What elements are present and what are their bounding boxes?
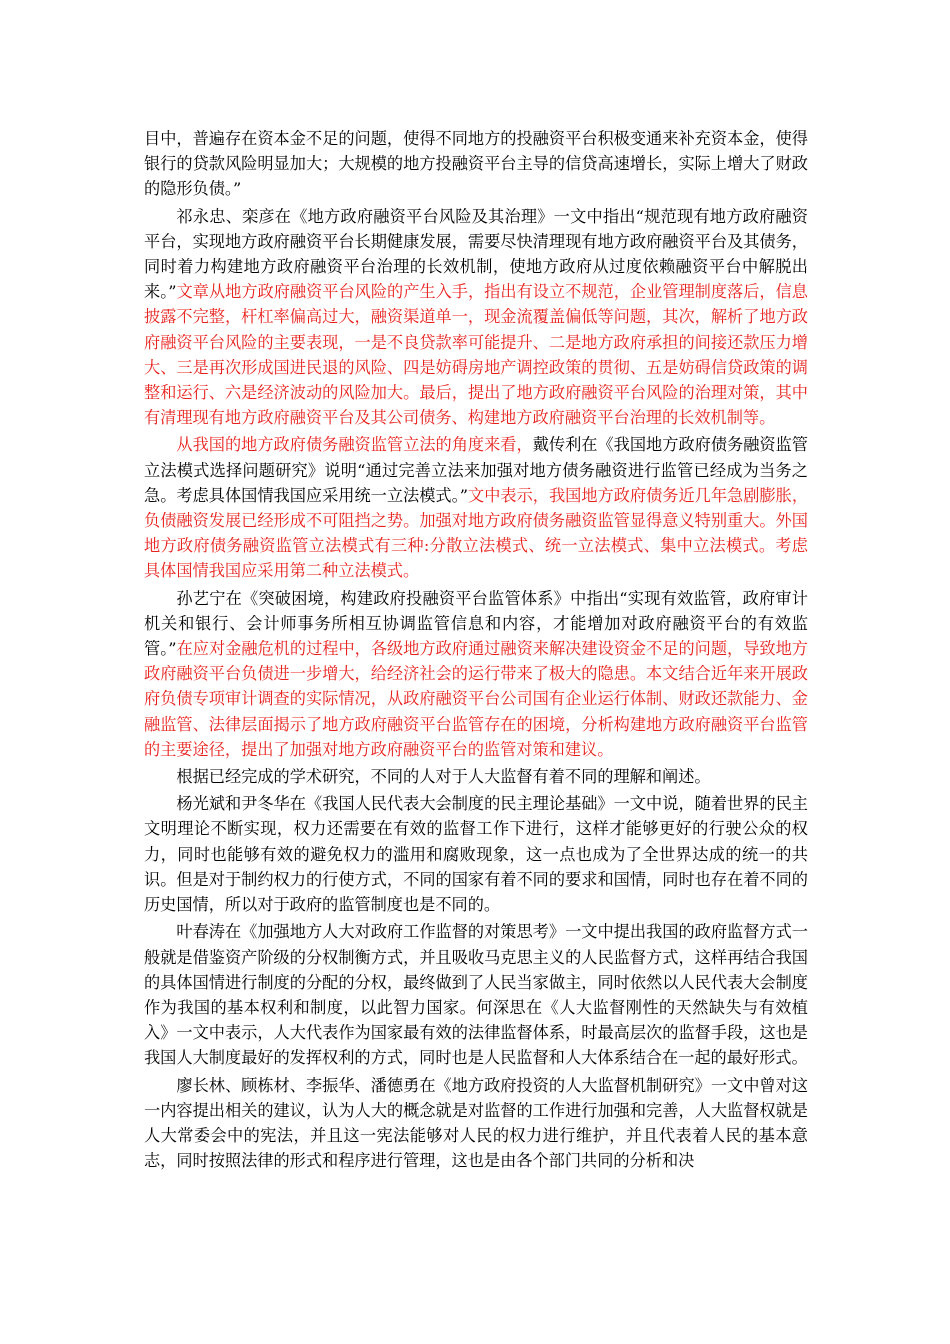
paragraph-6 <box>144 791 808 917</box>
highlighted-text: 从我国的地方政府债务融资监管立法的角度来看， <box>176 435 533 455</box>
paragraph-3 <box>144 432 808 583</box>
paragraph-2 <box>144 204 808 431</box>
paragraph-text: 叶春涛在《加强地方人大对政府工作监督的对策思考》一文中提出我国的政府监督方式一般就是借鉴资产阶级的分权制衡方式，并且吸收马克思主义的人民监督方式，这样再结合我国的具体国情进行制度的分配的分权，最终做到了人民当家做主，同时依然以人民代表大会制度作为我国的基本权利和制度，以此智力国家。何深思在《人大监督刚性的天然缺失与有效植入》一文中表示，人大代表作为国家最有效的法律监督体系，时最高层次的监督手段，这也是我国人大制度最好的发挥权利的方式，同时也是人民监督和人大体系结合在一起的最好形式。 <box>144 922 808 1068</box>
paragraph-text: 祁永忠、栾彦在《地方政府融资平台风险及其治理》一文中指出“规范现有地方政府融资平台，实现地方政府融资平台长期健康发展，需要尽快清理现有地方政府融资平台及其债务，同时着力构建地方政府融资平台治理的长效机制，使地方政府从过度依赖融资平台中解脱出来。” <box>144 206 808 302</box>
paragraph-text: 孙艺宁在《突破困境，构建政府投融资平台监管体系》中指出“实现有效监管，政府审计机关和银行、会计师事务所相互协调监管信息和内容，才能增加对政府融资平台的有效监管。” <box>144 588 808 659</box>
paragraph-8 <box>144 1073 808 1174</box>
paragraph-text: 根据已经完成的学术研究，不同的人对于人大监督有着不同的理解和阐述。 <box>176 767 711 787</box>
paragraph-text: 廖长林、顾栋材、李振华、潘德勇在《地方政府投资的人大监督机制研究》一文中曾对这一内容提出相关的建议，认为人大的概念就是对监督的工作进行加强和完善，人大监督权就是人大常委会中的宪法，并且这一宪法能够对人民的权力进行维护，并且代表着人民的基本意志，同时按照法律的形式和程序进行管理，这也是由各个部门共同的分析和决 <box>144 1075 808 1171</box>
paragraph-5 <box>144 764 808 789</box>
highlighted-text: 在应对金融危机的过程中，各级地方政府通过融资来解决建设资金不足的问题，导致地方政府融资平台负债进一步增大，给经济社会的运行带来了极大的隐患。本文结合近年来开展政府负债专项审计调查的实际情况，从政府融资平台公司国有企业运行体制、财政还款能力、金融监管、法律层面揭示了地方政府融资平台监管存在的困境，分析构建地方政府融资平台监管的主要途径，提出了加强对地方政府融资平台的监管对策和建议。 <box>144 639 808 759</box>
paragraph-1 <box>144 126 808 202</box>
highlighted-text: 文章从地方政府融资平台风险的产生入手，指出有设立不规范，企业管理制度落后，信息披露不完整，杆杠率偏高过大，融资渠道单一，现金流覆盖偏低等问题，其次，解析了地方政府融资平台风险的主要表现，一是不良贷款率可能提升、二是地方政府承担的间接还款压力增大、三是再次形成国进民退的风险、四是妨碍房地产调控政策的贯彻、五是妨碍信贷政策的调整和运行、六是经济波动的风险加大。最后，提出了地方政府融资平台风险的治理对策，其中有清理现有地方政府融资平台及其公司债务、构建地方政府融资平台治理的长效机制等。 <box>144 282 808 428</box>
paragraph-text: 杨光斌和尹冬华在《我国人民代表大会制度的民主理论基础》一文中说，随着世界的民主文明理论不断实现，权力还需要在有效的监督工作下进行，这样才能够更好的行驶公众的权力，同时也能够有效的避免权力的滥用和腐败现象，这一点也成为了全世界达成的统一的共识。但是对于制约权力的行使方式，不同的国家有着不同的要求和国情，同时也存在着不同的历史国情，所以对于政府的监管制度也是不同的。 <box>144 794 808 915</box>
highlighted-text: 文中表示，我国地方政府债务近几年急剧膨胀，负债融资发展已经形成不可阻挡之势。加强对地方政府债务融资监管显得意义特别重大。外国地方政府债务融资监管立法模式有三种:分散立法模式、统一立法模式、集中立法模式。考虑具体国情我国应采用第二种立法模式。 <box>144 485 809 581</box>
document-page <box>144 126 808 1175</box>
paragraph-4 <box>144 586 808 762</box>
paragraph-text: 目中，普遍存在资本金不足的问题，使得不同地方的投融资平台积极变通来补充资本金，使得银行的贷款风险明显加大；大规模的地方投融资平台主导的信贷高速增长，实际上增大了财政的隐形负债。” <box>144 129 808 199</box>
paragraph-text: 戴传利在《我国地方政府债务融资监管立法模式选择问题研究》说明“通过完善立法来加强对地方债务融资进行监管已经成为当务之急。考虑具体国情我国应采用统一立法模式。” <box>144 435 808 505</box>
paragraph-7 <box>144 919 808 1070</box>
